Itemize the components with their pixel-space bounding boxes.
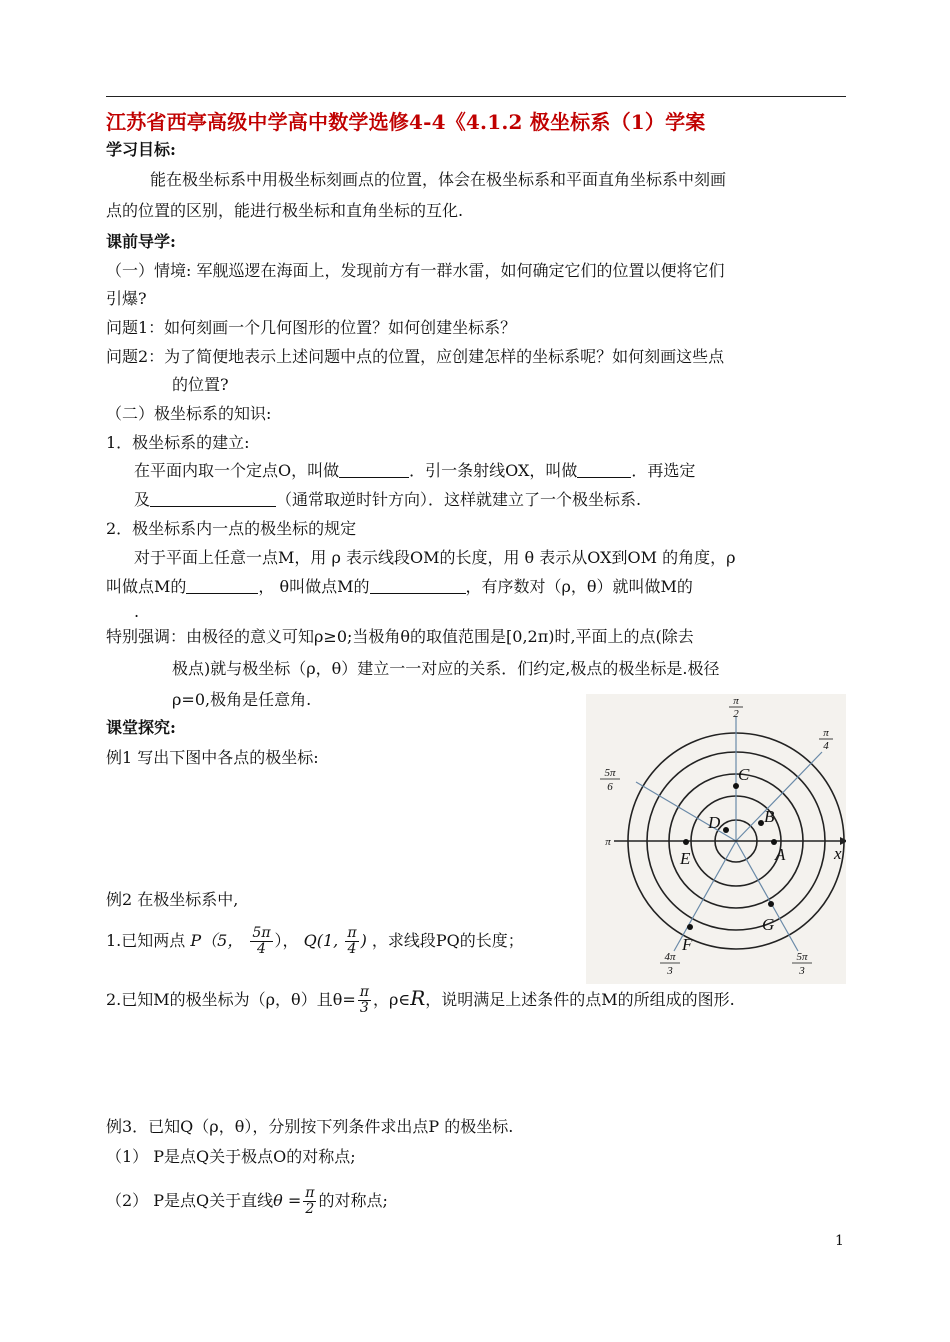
ex2-1-p-fraction [250, 926, 272, 957]
emphasis-line-b: 极点)就与极坐标（ρ，θ）建立一一对应的关系．们约定,极点的极坐标是.极径 [172, 659, 720, 678]
situation-label: （一）情境: [106, 261, 192, 280]
angle-left: π [605, 836, 611, 848]
point-e [683, 839, 689, 845]
ex2-1-q: Q(1, [303, 931, 339, 950]
ex2-1-q-fraction [345, 926, 358, 957]
blank-unit-and-direction[interactable] [150, 492, 276, 507]
item2-text-c: ， θ叫做点M的 [258, 577, 370, 596]
ex2-2-fraction [358, 985, 371, 1016]
example-2-item-2 [106, 985, 735, 1016]
item1-text-a: 在平面内取一个定点O，叫做 [134, 461, 340, 480]
question-2: 问题2：为了简便地表示上述问题中点的位置，应创建怎样的坐标系呢？如何刻画这些点 [106, 347, 725, 366]
angle-bottom-left-num: 4π [664, 951, 676, 963]
angle-top-num: π [733, 695, 739, 707]
item1-line-a [134, 461, 695, 481]
ex2-2-text-c: ，说明满足上述条件的点M的所组成的图形. [425, 990, 735, 1009]
item2-title: 2．极坐标系内一点的极坐标的规定 [106, 519, 357, 538]
label-e: E [680, 849, 691, 868]
ex3-2-den: 2 [305, 1201, 315, 1217]
label-g: G [762, 915, 775, 934]
item2-text-b: 叫做点M的 [106, 577, 187, 596]
ex2-1-text-a: 1.已知两点 [106, 931, 186, 950]
item2-line-b [106, 577, 693, 597]
ex3-2-text-b: 的对称点; [318, 1191, 388, 1210]
example-3: 例3．已知Q（ρ，θ），分别按下列条件求出点P 的极坐标. [106, 1117, 514, 1136]
knowledge-heading: （二）极坐标系的知识: [106, 404, 272, 423]
angle-top-right-num: π [823, 727, 829, 739]
blank-polar-axis[interactable] [577, 463, 631, 478]
item2-text-d: ，有序数对（ρ，θ）就叫做M的 [465, 577, 693, 596]
angle-top-left-den: 6 [607, 781, 613, 793]
ex2-1-q-den: 4 [347, 941, 357, 957]
label-a: A [775, 845, 786, 864]
example-1: 例1 写出下图中各点的极坐标: [106, 748, 319, 767]
example-2-item-1: 1.已知两点 P（5， $\frac{5\pi}{4}$ ）， Q(1, $\frac{\pi}{4}$ ) ，求线段PQ的长度； [106, 925, 524, 957]
blank-polar-angle[interactable] [370, 579, 466, 594]
page-number: 1 [835, 1233, 844, 1249]
situation-line-2: 引爆? [106, 289, 147, 308]
point-g [768, 901, 774, 907]
example-3-item-2 [106, 1186, 388, 1217]
axis-label-x: x [834, 844, 842, 863]
ex2-2-num: π [359, 984, 369, 1000]
label-d: D [708, 813, 721, 832]
ex3-2-fraction [303, 1186, 316, 1217]
item1-text-b: ．引一条射线OX，叫做 [409, 461, 578, 480]
ex2-1-text-b: ，求线段PQ的长度； [371, 931, 524, 950]
angle-bottom-right-num: 5π [796, 951, 808, 963]
angle-top-den: 2 [733, 708, 739, 720]
label-c: C [738, 765, 750, 784]
example-2-title: 例2 在极坐标系中, [106, 890, 239, 909]
label-f: F [682, 935, 693, 954]
item1-line-b [134, 490, 641, 510]
situation-text: 军舰巡逻在海面上，发现前方有一群水雷，如何确定它们的位置以便将它们 [196, 261, 725, 280]
emphasis-line-c: ρ=0,极角是任意角. [172, 690, 312, 709]
ex3-2-text-a: （2） P是点Q关于直线 [106, 1191, 274, 1210]
polar-coordinate-figure [586, 694, 846, 984]
ex2-1-p: P（5， [190, 931, 244, 950]
figure-background [586, 694, 846, 984]
emphasis-line-a: 特别强调：由极径的意义可知ρ≥0;当极角θ的取值范围是[0,2π)时,平面上的点(除去 [106, 627, 694, 646]
angle-top-left-num: 5π [604, 767, 616, 779]
goals-heading: 学习目标: [106, 140, 176, 159]
item1-text-c: ．再选定 [631, 461, 696, 480]
header-rule [106, 96, 846, 97]
ex3-2-num: π [305, 1185, 315, 1201]
ex2-1-p-num: 5π [252, 925, 271, 941]
ex2-2-r: R [410, 986, 426, 1010]
goals-line-1: 能在极坐标系中用极坐标刻画点的位置，体会在极坐标系和平面直角坐标系中刻画 [150, 170, 727, 189]
angle-bottom-left-den: 3 [667, 965, 673, 977]
example-3-item-1: （1） P是点Q关于极点O的对称点; [106, 1147, 356, 1166]
question-2-cont: 的位置? [172, 375, 229, 394]
blank-pole[interactable] [339, 463, 409, 478]
point-d [723, 827, 729, 833]
ex2-2-text-b: ，ρ∈ [372, 990, 411, 1009]
item2-line-a: 对于平面上任意一点M，用 ρ 表示线段OM的长度，用 θ 表示从OX到OM 的角度，ρ [134, 548, 736, 567]
question-1: 问题1：如何刻画一个几何图形的位置？如何创建坐标系？ [106, 318, 517, 337]
item1-title: 1．极坐标系的建立: [106, 433, 250, 452]
point-f [687, 924, 693, 930]
item1-text-e: （通常取逆时针方向）．这样就建立了一个极坐标系. [276, 490, 642, 509]
ex3-2-theta: θ = [273, 1191, 302, 1210]
label-b: B [764, 807, 775, 826]
angle-bottom-right-den: 3 [799, 965, 805, 977]
preview-heading: 课前导学: [106, 232, 176, 251]
angle-top-right-den: 4 [823, 740, 829, 752]
page-title: 江苏省西亭高级中学高中数学选修4-4《4.1.2 极坐标系（1）学案 [106, 110, 706, 134]
item2-line-c: . [134, 602, 140, 621]
ex2-1-p-den: 4 [257, 941, 266, 957]
goals-line-2: 点的位置的区别，能进行极坐标和直角坐标的互化. [106, 201, 464, 220]
ex2-2-den: 3 [359, 1000, 369, 1016]
blank-polar-radius[interactable] [186, 579, 258, 594]
item1-text-d: 及 [134, 490, 151, 509]
ex2-2-text-a: 2.已知M的极坐标为（ρ，θ）且θ= [106, 990, 356, 1009]
ex2-1-q-num: π [347, 925, 357, 941]
situation-line [106, 261, 725, 281]
explore-heading: 课堂探究: [106, 718, 176, 737]
